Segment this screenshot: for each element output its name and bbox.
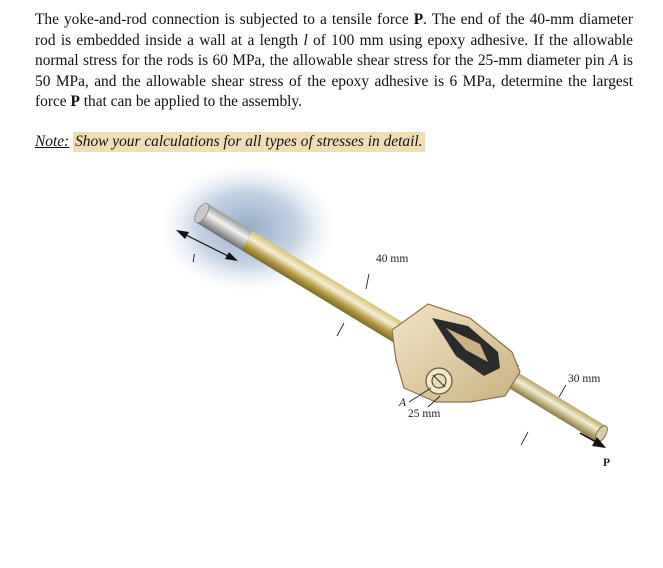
force-symbol: P (413, 11, 424, 28)
problem-text: of 100 mm using epoxy adhesive. If the allowable normal stress for the rods is 60 MPa, the allowable shear stress for the 25-mm diameter pin (35, 31, 634, 70)
pin-label: A (399, 397, 407, 409)
second-rod-diameter-leader (559, 385, 566, 397)
problem-text: is 50 MPa, and the allowable shear stress of the epoxy adhesive is 6 MPa, determine the largest force (35, 52, 633, 111)
rod-diameter-label: 40 mm (376, 253, 409, 265)
pin-diameter-label: 25 mm (408, 408, 441, 420)
length-label: l (192, 253, 196, 265)
force-label: P (603, 457, 611, 469)
force-symbol: P (70, 93, 80, 111)
note-label: Note: (35, 133, 70, 150)
pin-symbol: A (608, 52, 619, 70)
length-symbol: l (303, 31, 308, 49)
rod-diameter-leader (366, 274, 369, 289)
problem-text: The yoke-and-rod connection is subjected to a tensile force (35, 11, 414, 28)
problem-text: . The end of the 40-mm diameter rod is embedded inside a wall at a length (35, 11, 633, 49)
yoke (392, 304, 520, 402)
problem-text: that can be applied to the assembly. (79, 93, 302, 111)
note-text: Show your calculations for all types of stresses in detail. (73, 132, 425, 152)
second-rod-diameter-label: 30 mm (568, 373, 601, 385)
